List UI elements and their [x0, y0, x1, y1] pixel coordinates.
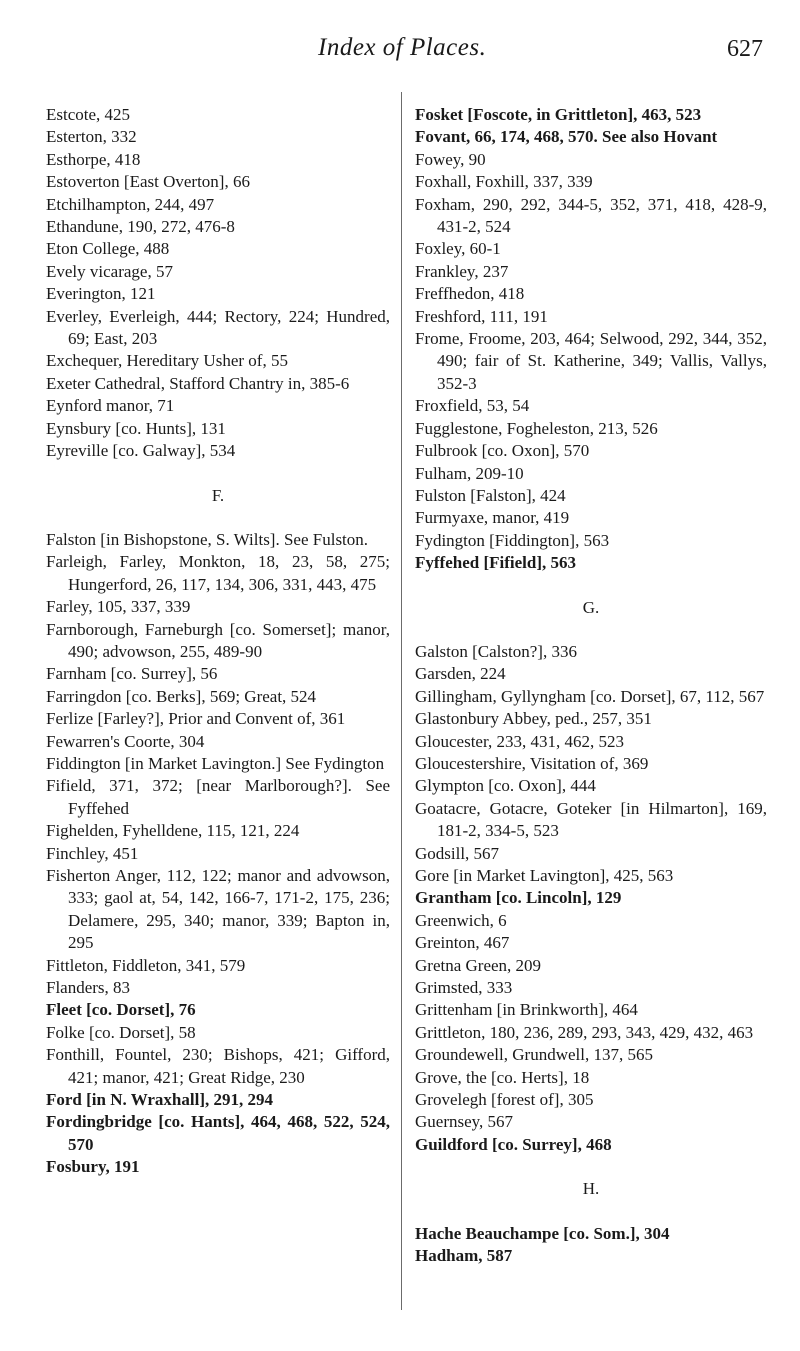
- index-entry: Fugglestone, Fogheleston, 213, 526: [415, 418, 658, 438]
- index-entry: Guildford [co. Surrey], 468: [415, 1134, 612, 1154]
- index-entry: Grovelegh [forest of], 305: [415, 1090, 594, 1110]
- index-entry: Etchilhampton, 244, 497: [46, 194, 215, 214]
- index-entry: Greenwich, 6: [415, 910, 507, 930]
- index-entry: Fisherton Anger, 112, 122; manor and advowson, 333; gaol at, 54, 142, 166-7, 171-2, 175, 236; Delamere, 295, 340; manor, 339; Bapton in, 295: [46, 866, 390, 953]
- index-entry: Gore [in Market Lavington], 425, 563: [415, 866, 674, 885]
- index-entry: Fulston [Falston], 424: [415, 485, 566, 505]
- index-entry: Farleigh, Farley, Monkton, 18, 23, 58, 275; Hungerford, 26, 117, 134, 306, 331, 443, 475: [46, 552, 390, 594]
- index-entry: Ethandune, 190, 272, 476-8: [46, 217, 235, 237]
- index-entry: Fleet [co. Dorset], 76: [46, 1000, 196, 1020]
- index-entry: Exchequer, Hereditary Usher of, 55: [46, 351, 288, 371]
- entries-h: [415, 1223, 767, 1268]
- index-entry: Fifield, 371, 372; [near Marlborough?]. See Fyffehed: [46, 776, 390, 818]
- index-entry: Everington, 121: [46, 284, 156, 304]
- index-entry: Hache Beauchampe [co. Som.], 304: [415, 1223, 670, 1243]
- index-entry: Eynsbury [co. Hunts], 131: [46, 418, 226, 438]
- index-entry: Furmyaxe, manor, 419: [415, 508, 570, 528]
- index-entry: Fordingbridge [co. Hants], 464, 468, 522, 524, 570: [46, 1112, 390, 1154]
- index-entry: Goatacre, Gotacre, Goteker [in Hilmarton], 169, 181-2, 334-5, 523: [415, 798, 767, 841]
- index-entry: Ford [in N. Wraxhall], 291, 294: [46, 1090, 273, 1110]
- index-entry: Farringdon [co. Berks], 569; Great, 524: [46, 686, 317, 706]
- index-entry: Foxham, 290, 292, 344-5, 352, 371, 418, 428-9, 431-2, 524: [415, 194, 767, 237]
- index-entry: Everley, Everleigh, 444; Rectory, 224; Hundred, 69; East, 203: [46, 306, 390, 349]
- index-entry: Fiddington [in Market Lavington.] See Fydington: [46, 753, 385, 773]
- index-entry: Galston [Calston?], 336: [415, 641, 577, 661]
- index-entry: Groundewell, Grundwell, 137, 565: [415, 1045, 653, 1065]
- index-entry: Farley, 105, 337, 339: [46, 597, 191, 617]
- index-entry: Folke [co. Dorset], 58: [46, 1022, 196, 1042]
- entries-e: [46, 104, 390, 463]
- index-entry: Grittenham [in Brinkworth], 464: [415, 1000, 638, 1020]
- entries-f: [46, 529, 390, 1179]
- index-entry: Foxhall, Foxhill, 337, 339: [415, 172, 593, 192]
- section-heading-f: F.: [211, 485, 225, 505]
- section-heading-g: G.: [582, 597, 600, 617]
- index-entry: Fulham, 209-10: [415, 463, 524, 483]
- index-entry: Grittleton, 180, 236, 289, 293, 343, 429, 432, 463: [415, 1022, 754, 1042]
- index-entry: Farnborough, Farneburgh [co. Somerset]; manor, 490; advowson, 255, 489-90: [46, 619, 390, 661]
- index-entry: Glympton [co. Oxon], 444: [415, 776, 596, 796]
- index-entry: Eynford manor, 71: [46, 396, 175, 416]
- index-entry: Gretna Green, 209: [415, 955, 542, 975]
- index-entry: Evely vicarage, 57: [46, 261, 173, 281]
- running-title: Index of Places.: [318, 34, 487, 61]
- index-entry: Fittleton, Fiddleton, 341, 579: [46, 955, 246, 975]
- index-entry: Fydington [Fiddington], 563: [415, 530, 610, 550]
- index-entry: Godsill, 567: [415, 843, 500, 863]
- index-entry: Guernsey, 567: [415, 1112, 514, 1132]
- index-entry: Gloucester, 233, 431, 462, 523: [415, 731, 624, 751]
- index-entry: Froxfield, 53, 54: [415, 396, 530, 416]
- index-entry: Frankley, 237: [415, 261, 509, 281]
- index-entry: Fighelden, Fyhelldene, 115, 121, 224: [46, 821, 300, 841]
- index-entry: Freffhedon, 418: [415, 284, 525, 304]
- index-entry: Glastonbury Abbey, ped., 257, 351: [415, 709, 652, 729]
- page-header: [0, 34, 800, 74]
- left-column: [46, 104, 390, 1179]
- index-entry: Fosket [Foscote, in Grittleton], 463, 523: [415, 105, 702, 124]
- index-entry: Falston [in Bishopstone, S. Wilts]. See Fulston.: [46, 529, 369, 549]
- index-entry: Fovant, 66, 174, 468, 570. See also Hovant: [415, 127, 718, 147]
- index-entry: Fowey, 90: [415, 149, 486, 169]
- index-entry: Farnham [co. Surrey], 56: [46, 664, 218, 684]
- index-entry: Estcote, 425: [46, 105, 131, 124]
- index-entry: Fosbury, 191: [46, 1157, 140, 1177]
- index-entry: Grimsted, 333: [415, 978, 513, 998]
- index-entry: Hadham, 587: [415, 1246, 513, 1266]
- index-entry: Gillingham, Gyllyngham [co. Dorset], 67, 112, 567: [415, 686, 765, 706]
- index-entry: Fulbrook [co. Oxon], 570: [415, 441, 590, 461]
- section-heading-h: H.: [582, 1179, 600, 1199]
- right-column: [415, 104, 767, 1268]
- index-entry: Estoverton [East Overton], 66: [46, 172, 250, 192]
- index-entry: Foxley, 60-1: [415, 239, 501, 259]
- index-entry: Grove, the [co. Herts], 18: [415, 1067, 590, 1087]
- index-entry: Freshford, 111, 191: [415, 306, 548, 326]
- index-entry: Fyffehed [Fifield], 563: [415, 553, 576, 573]
- entries-g: [415, 641, 767, 1156]
- index-entry: Fewarren's Coorte, 304: [46, 731, 205, 751]
- index-entry: Gloucestershire, Visitation of, 369: [415, 753, 649, 773]
- index-entry: Garsden, 224: [415, 664, 506, 684]
- index-entry: Eton College, 488: [46, 239, 170, 259]
- page-number: 627: [727, 36, 763, 62]
- index-entry: Esterton, 332: [46, 127, 137, 147]
- index-entry: Ferlize [Farley?], Prior and Convent of, 361: [46, 709, 346, 729]
- index-entry: Exeter Cathedral, Stafford Chantry in, 385-6: [46, 373, 350, 393]
- index-entry: Finchley, 451: [46, 843, 139, 863]
- index-entry: Eyreville [co. Galway], 534: [46, 441, 236, 461]
- entries-f-continued: [415, 104, 767, 575]
- index-entry: Flanders, 83: [46, 978, 131, 998]
- index-entry: Greinton, 467: [415, 933, 510, 953]
- index-entry: Grantham [co. Lincoln], 129: [415, 888, 622, 908]
- index-entry: Frome, Froome, 203, 464; Selwood, 292, 344, 352, 490; fair of St. Katherine, 349; Vallis, Vallys, 352-3: [415, 329, 767, 393]
- column-divider: [401, 92, 402, 1310]
- index-entry: Fonthill, Fountel, 230; Bishops, 421; Gifford, 421; manor, 421; Great Ridge, 230: [46, 1045, 390, 1087]
- index-entry: Esthorpe, 418: [46, 149, 141, 169]
